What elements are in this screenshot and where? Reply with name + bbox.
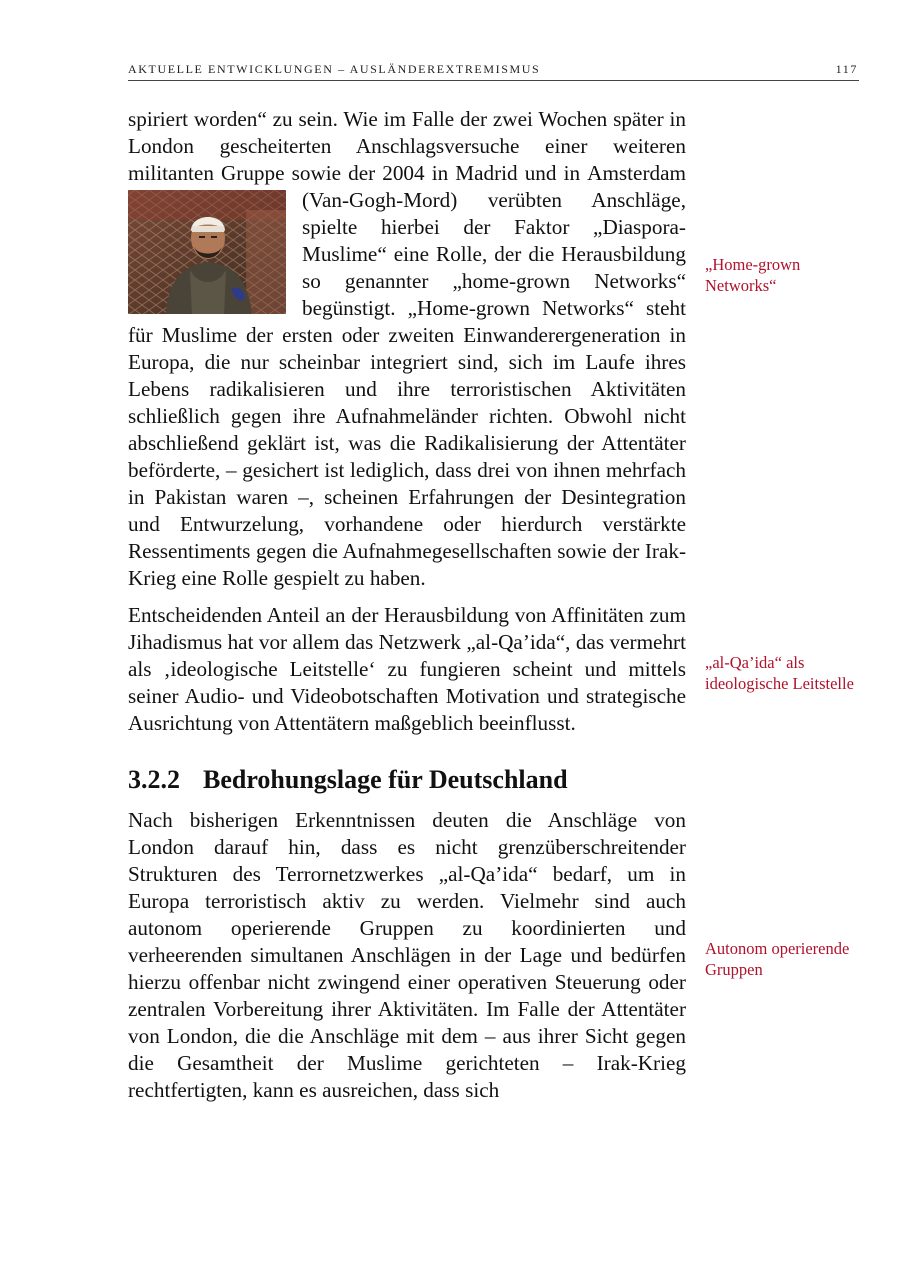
paragraph-3: Nach bisherigen Erkenntnissen deuten die Anschläge von London darauf hin, dass es nicht grenzüberschreitender Strukturen des Terrornetzwerkes „al-Qa’ida“ bedarf, um in Europa terroristisch aktiv zu werden. Vielmehr sind auch autonom operierende Gruppen zu koordinierten und verheerenden simultanen Anschlägen in der Lage und bedürfen hierzu offenbar nicht zwingend einer operativen Steuerung oder zentralen Vorbereitung ihrer Aktivitäten. Im Falle der Attentäter von London, die die Anschläge mit dem – aus ihrer Sicht gegen die Gesamtheit der Muslime gerichteten – Irak-Krieg rechtfertigten, kann es ausreichen, dass sich xyxy=(128,808,686,1102)
running-title: AKTUELLE ENTWICKLUNGEN – AUSLÄNDEREXTREMISMUS xyxy=(128,62,541,76)
header-rule xyxy=(128,80,859,81)
page-number: 117 xyxy=(835,62,858,76)
main-text-column xyxy=(128,106,686,1104)
paragraph-1-lead: spiriert worden“ zu sein. Wie im Falle der zwei Wochen später in London gescheiterten Anschlagsversuche einer weiteren militanten Gruppe sowie der 2004 in Madrid und in xyxy=(128,107,686,185)
paragraph-2: Entscheidenden Anteil an der Herausbildung von Affinitäten zum Jihadismus hat vor allem das Netzwerk „al-Qa’ida“, das vermehrt als ‚ideologische Leitstelle‘ zu fungieren scheint und mittels seiner Audio- und Videobotschaften Motivation und strategische Ausrichtung von Attentätern maßgeblich beeinflusst. xyxy=(128,603,686,735)
margin-note-al-qaida: „al-Qa’ida“ als ideologische Leitstelle xyxy=(705,653,854,693)
paragraph-1-continued: Amsterdam (Van-Gogh-Mord) verübten Anschläge, spielte hierbei der Faktor „Diaspora-Muslime“ eine Rolle, der die Herausbildung so genannter „home-grown Networks“ begünstigt. „Home-grown Networks“ steht für Muslime der ersten oder zweiten Einwanderergeneration in Europa, die nur scheinbar integriert sind, sich im Laufe ihres Lebens radikalisieren und ihre terroristischen Aktivitäten schließlich gegen ihre Aufnahmeländer richten. Obwohl nicht abschließend geklärt ist, was die Radikalisierung der Attentäter beförderte, – gesichert ist lediglich, dass drei von ihnen mehrfach in Pakistan waren –, scheinen Erfahrungen der Desintegration und Entwurzelung, vorhandene oder hierdurch verstärkte Ressentiments gegen die Aufnahmegesellschaften sowie der Irak-Krieg eine Rolle gespielt zu haben. xyxy=(128,161,686,590)
section-title: Bedrohungslage für Deutschland xyxy=(203,765,568,794)
section-heading xyxy=(128,763,686,797)
running-head xyxy=(128,62,858,77)
portrait-photo xyxy=(128,190,286,314)
portrait-photo-image xyxy=(128,190,286,314)
margin-note-home-grown: „Home-grown Networks“ xyxy=(705,255,801,295)
margin-note-autonom: Autonom operierende Gruppen xyxy=(705,939,850,979)
section-number: 3.2.2 xyxy=(128,765,180,794)
paragraph-1 xyxy=(128,106,686,592)
